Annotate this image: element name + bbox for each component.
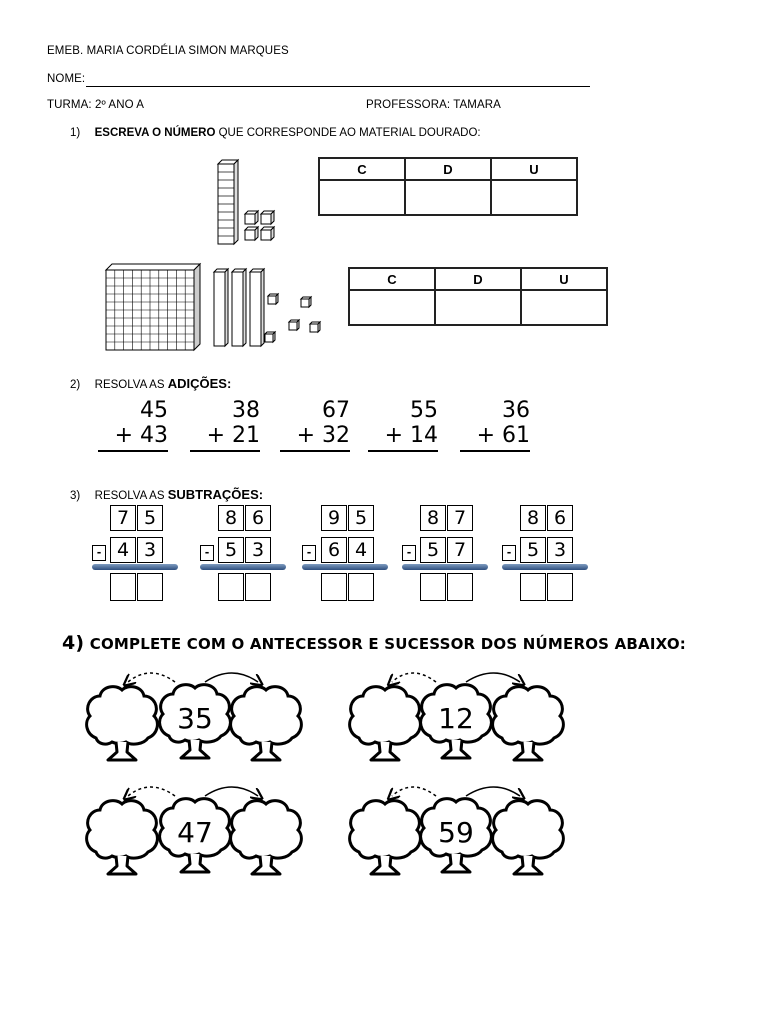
subtraction-problem	[300, 505, 390, 605]
result-units-box[interactable]	[547, 573, 573, 601]
minuend-units: 7	[447, 505, 473, 531]
successor-tree-icon[interactable]	[493, 687, 564, 760]
result-units-box[interactable]	[348, 573, 374, 601]
minuend-tens: 8	[420, 505, 446, 531]
question-4-title	[62, 632, 686, 654]
tree-group-12	[350, 673, 564, 760]
sum-line[interactable]	[280, 450, 350, 452]
successor-tree-icon[interactable]	[231, 801, 302, 874]
subtrahend-units: 3	[137, 537, 163, 563]
tree-group-59	[350, 787, 564, 874]
result-bar	[92, 564, 178, 570]
minus-sign: -	[502, 545, 516, 561]
hundred-flat-icon	[106, 264, 200, 350]
answer-hundreds[interactable]	[319, 180, 405, 215]
header-tens: D	[435, 268, 521, 290]
sum-line[interactable]	[190, 450, 260, 452]
minuend-units: 6	[245, 505, 271, 531]
successor-tree-icon[interactable]	[231, 687, 302, 760]
addend-bottom: + 14	[384, 423, 438, 448]
unit-cube-icon	[245, 211, 274, 240]
subtraction-problem	[500, 505, 590, 605]
result-tens-box[interactable]	[520, 573, 546, 601]
sum-line[interactable]	[368, 450, 438, 452]
addition-problem	[280, 398, 350, 452]
minuend-tens: 9	[321, 505, 347, 531]
question-3-title	[70, 487, 263, 502]
name-line[interactable]	[86, 86, 590, 87]
subtrahend-units: 3	[547, 537, 573, 563]
base-ten-blocks-1	[210, 158, 280, 248]
minus-sign: -	[92, 545, 106, 561]
minuend-units: 5	[348, 505, 374, 531]
minuend-tens: 8	[520, 505, 546, 531]
answer-units[interactable]	[491, 180, 577, 215]
school-name: EMEB. MARIA CORDÉLIA SIMON MARQUES	[47, 45, 289, 57]
question-2-rest: RESOLVA AS	[94, 379, 168, 391]
question-1-rest: QUE CORRESPONDE AO MATERIAL DOURADO:	[215, 127, 481, 139]
tree-group-35	[87, 673, 302, 760]
addend-top: 38	[232, 398, 260, 423]
subtrahend-tens: 4	[110, 537, 136, 563]
predecessor-tree-icon[interactable]	[350, 801, 421, 874]
cdu-table-2	[348, 267, 608, 326]
question-3-rest: RESOLVA AS	[94, 490, 168, 502]
question-1-number: 1)	[70, 127, 81, 139]
minus-sign: -	[402, 545, 416, 561]
addend-top: 55	[410, 398, 438, 423]
header-units: U	[521, 268, 607, 290]
addition-problem	[190, 398, 260, 452]
predecessor-tree-icon[interactable]	[350, 687, 421, 760]
result-tens-box[interactable]	[321, 573, 347, 601]
cdu-table-1	[318, 157, 578, 216]
base-ten-blocks-2	[102, 262, 332, 354]
result-units-box[interactable]	[137, 573, 163, 601]
class-label: TURMA: 2º ANO A	[47, 99, 145, 111]
addend-top: 67	[322, 398, 350, 423]
number-label: 35	[177, 702, 213, 735]
question-2-title	[70, 376, 231, 391]
addend-top: 45	[140, 398, 168, 423]
addend-bottom: + 61	[476, 423, 530, 448]
answer-tens[interactable]	[435, 290, 521, 325]
result-bar	[402, 564, 488, 570]
result-bar	[502, 564, 588, 570]
answer-hundreds[interactable]	[349, 290, 435, 325]
subtraction-problem	[198, 505, 288, 605]
question-3-number: 3)	[70, 490, 81, 502]
header-tens: D	[405, 158, 491, 180]
minuend-units: 6	[547, 505, 573, 531]
addend-bottom: + 21	[206, 423, 260, 448]
addend-top: 36	[502, 398, 530, 423]
ten-rod-icon	[214, 269, 264, 346]
subtrahend-units: 4	[348, 537, 374, 563]
minus-sign: -	[302, 545, 316, 561]
unit-cube-icon	[265, 294, 320, 342]
header-units: U	[491, 158, 577, 180]
subtrahend-tens: 6	[321, 537, 347, 563]
number-label: 12	[438, 702, 474, 735]
subtrahend-tens: 5	[520, 537, 546, 563]
minuend-tens: 8	[218, 505, 244, 531]
question-4-number: 4)	[62, 632, 85, 654]
sum-line[interactable]	[98, 450, 168, 452]
result-tens-box[interactable]	[420, 573, 446, 601]
name-label: NOME:	[47, 73, 86, 85]
result-units-box[interactable]	[447, 573, 473, 601]
result-bar	[200, 564, 286, 570]
tree-group-47	[87, 787, 302, 874]
question-1-title	[70, 127, 481, 139]
addition-problem	[98, 398, 168, 452]
number-label: 47	[177, 816, 213, 849]
number-label: 59	[438, 816, 474, 849]
question-2-number: 2)	[70, 379, 81, 391]
predecessor-tree-icon[interactable]	[87, 687, 158, 760]
addition-problem	[460, 398, 530, 452]
subtrahend-tens: 5	[420, 537, 446, 563]
result-units-box[interactable]	[245, 573, 271, 601]
addend-bottom: + 43	[114, 423, 168, 448]
tree-sequences	[0, 660, 768, 900]
subtraction-problem	[92, 505, 182, 605]
question-1-bold: ESCREVA O NÚMERO	[94, 127, 216, 139]
minuend-units: 5	[137, 505, 163, 531]
addend-bottom: + 32	[296, 423, 350, 448]
header-hundreds: C	[319, 158, 405, 180]
subtrahend-units: 3	[245, 537, 271, 563]
subtrahend-units: 7	[447, 537, 473, 563]
sum-line[interactable]	[460, 450, 530, 452]
question-4-text: COMPLETE COM O ANTECESSOR E SUCESSOR DOS NÚMEROS ABAIXO:	[89, 635, 687, 653]
header-hundreds: C	[349, 268, 435, 290]
successor-tree-icon[interactable]	[493, 801, 564, 874]
addition-problem	[368, 398, 438, 452]
minuend-tens: 7	[110, 505, 136, 531]
result-tens-box[interactable]	[218, 573, 244, 601]
answer-units[interactable]	[521, 290, 607, 325]
minus-sign: -	[200, 545, 214, 561]
teacher-label: PROFESSORA: TAMARA	[366, 99, 501, 111]
question-3-bold: SUBTRAÇÕES:	[167, 487, 264, 502]
ten-rod-icon	[218, 160, 238, 244]
subtraction-problem	[400, 505, 490, 605]
result-bar	[302, 564, 388, 570]
predecessor-tree-icon[interactable]	[87, 801, 158, 874]
subtrahend-tens: 5	[218, 537, 244, 563]
result-tens-box[interactable]	[110, 573, 136, 601]
answer-tens[interactable]	[405, 180, 491, 215]
question-2-bold: ADIÇÕES:	[167, 376, 232, 391]
